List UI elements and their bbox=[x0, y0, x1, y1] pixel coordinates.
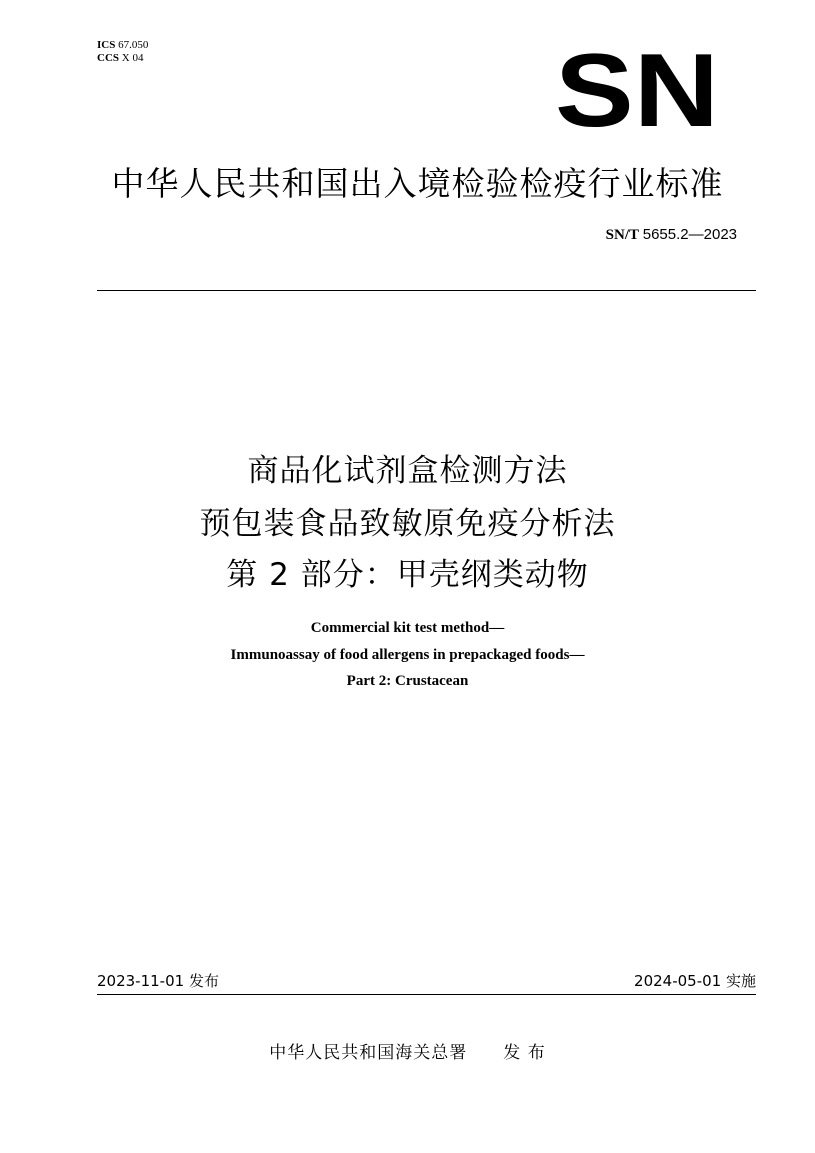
standard-number: SN/T 5655.2—2023 bbox=[605, 226, 737, 243]
title-en-line-1: Commercial kit test method— bbox=[310, 620, 505, 636]
classification-codes bbox=[97, 39, 148, 65]
standard-category: 中华人民共和国出入境检验检疫行业标准 bbox=[111, 164, 724, 203]
issue-date: 2023-11-01 发布 bbox=[97, 972, 219, 990]
publisher bbox=[0, 1038, 815, 1063]
ccs-code: CCS X 04 bbox=[97, 52, 144, 64]
sn-logo-text: SN bbox=[555, 40, 719, 140]
title-en-line-3: Part 2: Crustacean bbox=[346, 673, 469, 689]
sn-logo bbox=[552, 40, 722, 140]
title-zh-line-1: 商品化试剂盒检测方法 bbox=[247, 453, 568, 489]
issuer-name: 中华人民共和国海关总署 bbox=[269, 1043, 468, 1063]
implement-date: 2024-05-01 实施 bbox=[634, 972, 756, 990]
issue-word: 发 布 bbox=[503, 1043, 546, 1063]
title-zh-line-3: 第 2 部分：甲壳纲类动物 bbox=[226, 557, 589, 593]
title-en-line-2: Immunoassay of food allergens in prepackaged foods— bbox=[230, 647, 585, 663]
title-zh-line-2: 预包装食品致敏原免疫分析法 bbox=[199, 506, 616, 542]
ics-code: ICS 67.050 bbox=[97, 39, 149, 51]
top-divider bbox=[97, 290, 756, 291]
bottom-divider bbox=[97, 994, 756, 995]
